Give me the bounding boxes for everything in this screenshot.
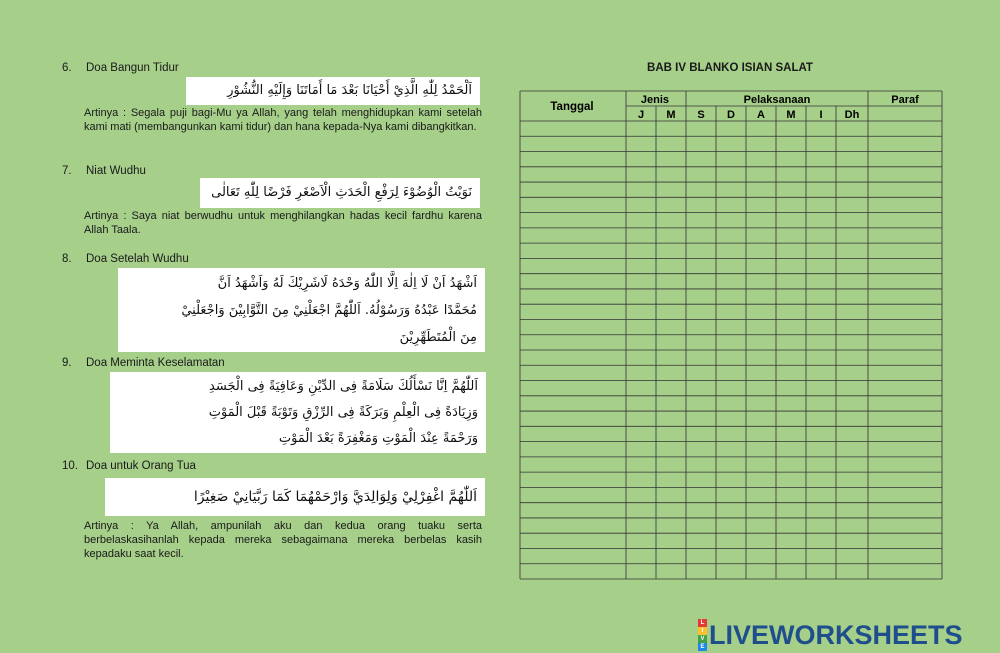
logo-letter-v: V xyxy=(698,635,707,643)
logo-letter-i: I xyxy=(698,627,707,635)
liveworksheets-icon xyxy=(698,619,707,651)
header-tanggal: Tanggal xyxy=(550,101,594,113)
subheader-m-5: M xyxy=(786,109,796,121)
header-pelaksanaan: Pelaksanaan xyxy=(743,94,811,106)
item-10-title-text: Doa untuk Orang Tua xyxy=(86,460,196,472)
subheader-i-6: I xyxy=(819,109,823,121)
item-9-title-text: Doa Meminta Keselamatan xyxy=(86,357,225,369)
subheader-j-0: J xyxy=(637,109,645,121)
item-6-title-text: Doa Bangun Tidur xyxy=(86,62,179,74)
subheader-a-4: A xyxy=(757,109,765,121)
logo-letter-e: E xyxy=(698,643,707,651)
item-8-arabic-line-1: اَشْهَدُ اَنْ لَا اِلٰهَ اِلَّا اللّٰهُ وَحْدَهُ لَاشَرِيْكَ لَهُ وَاَشْهَدُ اَنَّ xyxy=(217,276,477,291)
item-8-arabic-line-2: مُحَمَّدًا عَبْدُهُ وَرَسُوْلُهُ. اَللّٰهُمَّ اجْعَلْنِيْ مِنَ التَّوَّابِيْنَ وَاجْعَلْنِيْ xyxy=(181,303,477,318)
subheader-m-1: M xyxy=(666,109,676,121)
item-7-title-text: Niat Wudhu xyxy=(86,165,146,177)
item-7-artinya: Artinya : Saya niat berwudhu untuk menghilangkan hadas kecil fardhu karena Allah Taala. xyxy=(84,210,482,236)
subheader-d-3: D xyxy=(727,109,735,121)
item-8-number: 8. xyxy=(62,253,72,265)
subheader-s-2: S xyxy=(697,109,705,121)
liveworksheets-logo xyxy=(698,619,963,651)
liveworksheets-text: LIVEWORKSHEETS xyxy=(709,620,963,650)
subheader-dh-7: Dh xyxy=(844,109,860,121)
item-9-arabic-line-2: وَزِيَادَةً فِى الْعِلْمِ وَبَرَكَةً فِى الرِّزْقِ وَتَوْبَةً قَبْلَ الْمَوْتِ xyxy=(208,405,478,420)
logo-letter-l: L xyxy=(698,619,707,627)
item-6-arabic: اَلْحَمْدُ لِلّٰهِ الَّذِيْ أَحْيَانَا بَعْدَ مَا أَمَاتَنَا وَإِلَيْهِ النُّشُوْرِ xyxy=(186,77,480,105)
item-9-number: 9. xyxy=(62,357,72,369)
item-9-arabic-line-3: وَرَحْمَةً عِنْدَ الْمَوْتِ وَمَغْفِرَةً بَعْدَ الْمَوْتِ xyxy=(278,431,478,446)
item-9-arabic-line-1: اَللّٰهُمَّ اِنَّا نَسْأَلُكَ سَلَامَةً فِى الدِّيْنِ وَعَافِيَةً فِى الْجَسَدِ xyxy=(209,379,478,394)
sub-headers xyxy=(638,109,860,121)
table-grid-lines xyxy=(520,91,942,579)
table-title: BAB IV BLANKO ISIAN SALAT xyxy=(647,62,813,74)
header-paraf: Paraf xyxy=(891,94,919,106)
item-10-artinya: Artinya : Ya Allah, ampunilah aku dan kedua orang tuaku serta berbelaskasihanlah kepada mereka sebagaimana mereka berbelas kasih kepadaku saat kecil. xyxy=(84,520,482,560)
item-7-number: 7. xyxy=(62,165,72,177)
item-8-title-text: Doa Setelah Wudhu xyxy=(86,253,189,265)
item-6-artinya: Artinya : Segala puji bagi-Mu ya Allah, yang telah menghidupkan kami setelah kami mati (membangunkan kami tidur) dan hana kepada-Nya kami dibangkitkan. xyxy=(84,107,482,133)
header-jenis: Jenis xyxy=(640,94,670,106)
item-6-number: 6. xyxy=(62,62,72,74)
item-10-arabic: اَللّٰهُمَّ اغْفِرْلِيْ وَلِوَالِدَيَّ وَارْحَمْهُمَا كَمَا رَبَّيَانِيْ صَغِيْرًا xyxy=(105,478,485,516)
item-7-arabic: نَوَيْتُ الْوُضُوْءَ لِرَفْعِ الْحَدَثِ الْاَصْغَرِ فَرْضًا لِلّٰهِ تَعَالٰى xyxy=(200,178,480,208)
item-10-number: 10. xyxy=(62,460,78,472)
item-8-arabic-line-3: مِنَ الْمُتَطَهِّرِيْنَ xyxy=(399,330,477,345)
